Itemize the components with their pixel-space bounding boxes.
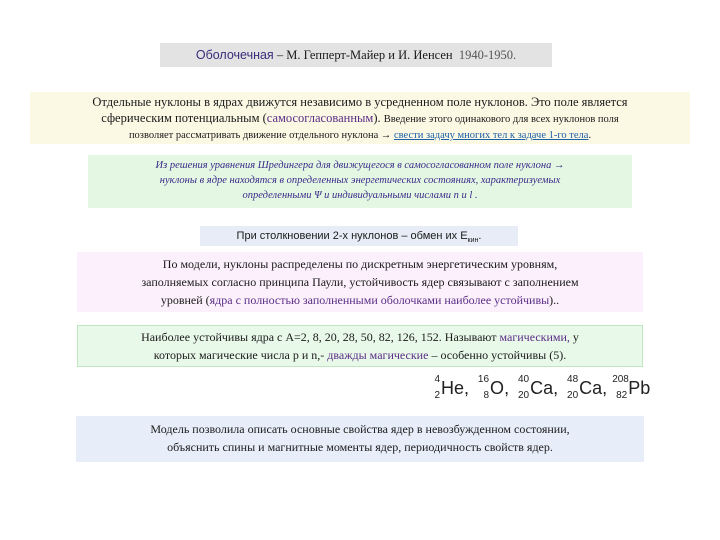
model-line-3 <box>77 291 643 309</box>
title-box <box>160 43 552 67</box>
intro-text: ). <box>373 111 384 125</box>
self-consistent-term: самосогласованным <box>266 111 374 125</box>
nuclide-list <box>425 373 650 409</box>
intro-small-text: Введение этого одинакового для всех нуклонов поля <box>383 114 619 125</box>
atomic-number: 82 <box>616 390 628 401</box>
atomic-number: 8 <box>483 390 490 401</box>
model-line-2: заполняемых согласно принципа Паули, устойчивость ядер связывают с заполнением <box>141 275 579 289</box>
magic-text: Наиболее устойчивы ядра с A=2, 8, 20, 28, 50, 82, 126, 152. Называют <box>141 330 500 344</box>
schrodinger-line-3: определенными Ψ и индивидуальными числами n и l . <box>242 190 478 201</box>
conclusion-line-1: Модель позволила описать основные свойства ядер в невозбужденном состоянии, <box>150 422 570 436</box>
magic-text: – особенно устойчивы (5). <box>428 348 567 362</box>
nuclide-he <box>425 373 464 403</box>
schrodinger-line-1: Из решения уравнения Шредингера для движущегося в самосогласованном поле нуклона → <box>155 160 565 171</box>
doubly-magic-term: дважды магические <box>327 348 429 362</box>
intro-line-1: Отдельные нуклоны в ядрах движутся независимо в усредненном поле нуклонов. Это поле является <box>92 95 628 109</box>
mass-number: 208 <box>612 374 629 385</box>
separator: , <box>504 378 510 398</box>
separator: , <box>553 378 559 398</box>
stable-shells-term: ядра с полностью заполненными оболочками наиболее устойчивы <box>209 293 550 307</box>
nuclide-ca40 <box>514 373 553 403</box>
element-symbol: Ca <box>579 378 603 398</box>
kinetic-subscript: кин <box>467 237 479 245</box>
intro-line-3 <box>30 128 690 144</box>
model-name: Оболочечная <box>195 48 274 62</box>
separator: , <box>602 378 608 398</box>
schrodinger-line-2: нуклоны в ядре находятся в определенных энергетических состояниях, характеризуемых <box>159 175 561 186</box>
atomic-number: 20 <box>567 390 579 401</box>
model-line-1: По модели, нуклоны распределены по дискретным энергетическим уровням, <box>162 257 558 271</box>
mass-number: 40 <box>517 374 530 385</box>
intro-small-text: позволяет рассматривать движение отдельного нуклона → <box>128 130 394 141</box>
atomic-number: 2 <box>434 390 440 401</box>
nuclide-ca48 <box>563 373 602 403</box>
mass-number: 4 <box>434 374 440 385</box>
element-symbol: He <box>441 378 465 398</box>
intro-text: . <box>588 130 592 141</box>
model-text: уровней ( <box>160 293 210 307</box>
collision-note <box>200 226 518 246</box>
one-body-problem-link: свести задачу многих тел к задаче 1-го тела <box>393 130 589 141</box>
element-symbol: Ca <box>530 378 554 398</box>
magic-text: которых магические числа p и n,- <box>153 348 328 362</box>
model-text: ).. <box>549 293 560 307</box>
collision-end: . <box>478 230 482 242</box>
mass-number: 16 <box>477 374 490 385</box>
mass-number: 48 <box>567 374 579 385</box>
conclusion-block <box>76 416 644 462</box>
nuclide-o <box>474 373 504 403</box>
intro-text: сферическим потенциальным ( <box>101 111 267 125</box>
nuclide-pb <box>612 373 650 403</box>
intro-line-2 <box>30 110 690 128</box>
atomic-number: 20 <box>517 390 530 401</box>
element-symbol: Pb <box>628 378 651 398</box>
model-block <box>77 252 643 312</box>
magic-term: магическими, <box>499 330 570 344</box>
authors: – М. Гепперт-Майер и И. Иенсен <box>273 48 453 62</box>
element-symbol: O <box>490 378 505 398</box>
separator: , <box>464 378 470 398</box>
schrodinger-block <box>88 155 632 208</box>
magic-line-2 <box>78 346 642 364</box>
collision-text: При столкновении 2-х нуклонов – обмен их E <box>236 230 468 242</box>
conclusion-line-2: объяснить спины и магнитные моменты ядер, периодичность свойств ядер. <box>167 440 553 454</box>
magic-text: у <box>569 330 579 344</box>
intro-block <box>30 92 690 144</box>
years: 1940-1950. <box>458 48 517 62</box>
magic-line-1 <box>78 328 642 346</box>
magic-block <box>77 325 643 367</box>
